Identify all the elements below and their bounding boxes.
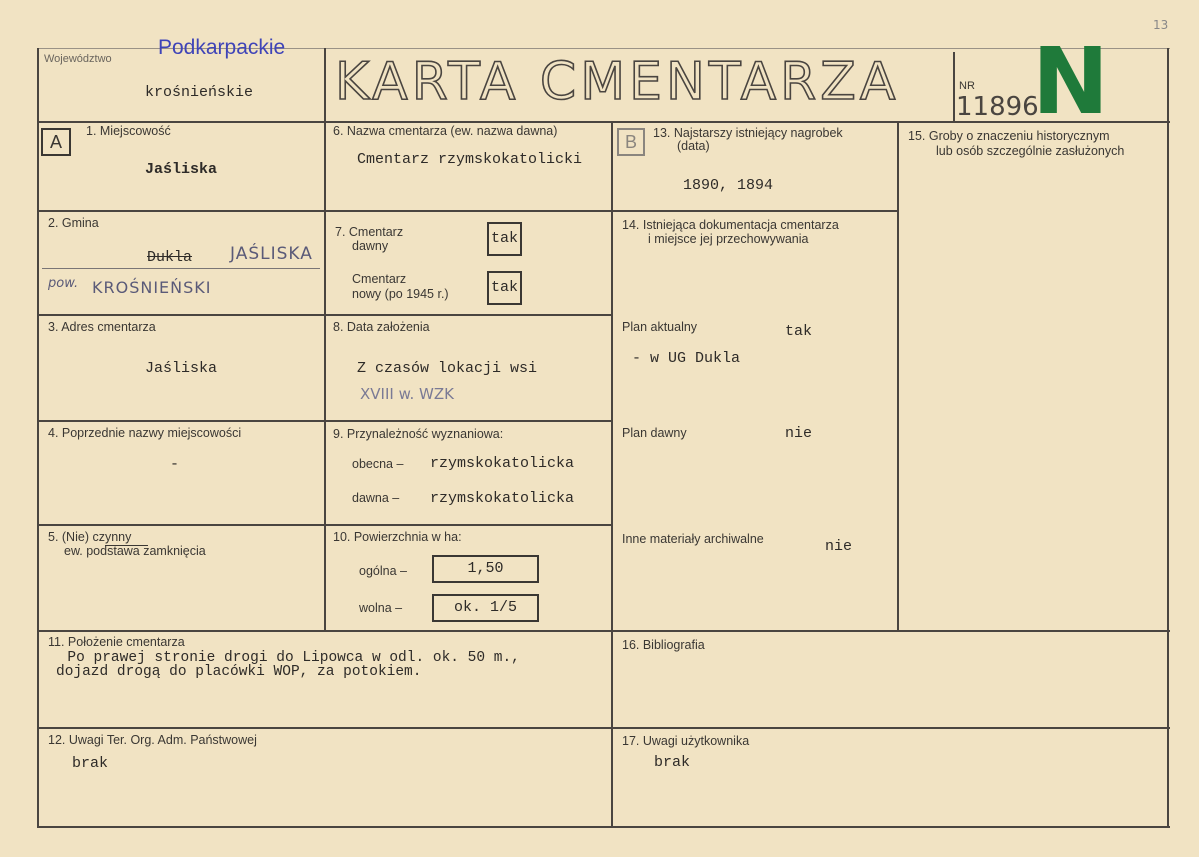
wolna-label: wolna –: [359, 601, 403, 615]
nazwa-value: Cmentarz rzymskokatolicki: [357, 151, 583, 168]
dokumentacja-label-line2: i miejsce jej przechowywania: [648, 232, 809, 246]
wojewodztwo-label: Województwo: [44, 53, 112, 65]
ogolna-value-box: 1,50: [432, 555, 539, 583]
inne-label: Inne materiały archiwalne: [622, 532, 764, 546]
nr-value: 11896: [956, 92, 1039, 122]
wolna-value-box: ok. 1/5: [432, 594, 539, 622]
plan-aktualny-place: - w UG Dukla: [632, 350, 741, 367]
powiat-handwritten: KROŚNIEŃSKI: [92, 278, 212, 297]
rule-right: [1167, 48, 1169, 828]
powiat-handwritten-prefix: pow.: [48, 276, 79, 291]
miejscowosc-value: Jaśliska: [145, 161, 218, 178]
uwagi-uzytk-value: brak: [654, 754, 691, 771]
rule-col2: [611, 121, 613, 827]
adres-label: 3. Adres cmentarza: [48, 320, 156, 334]
corner-note: 13: [1153, 18, 1169, 32]
data-label: 8. Data założenia: [333, 320, 430, 334]
czynny-label-line1: 5. (Nie) czynny: [48, 530, 132, 544]
uwagi-uzytk-label: 17. Uwagi użytkownika: [622, 734, 750, 748]
rule-col1: [324, 48, 326, 630]
plan-dawny-value: nie: [785, 425, 813, 442]
groby-label-line2: lub osób szczególnie zasłużonych: [936, 144, 1125, 158]
nr-label: NR: [959, 80, 975, 92]
poprzednie-label: 4. Poprzednie nazwy miejscowości: [48, 426, 242, 440]
rule-left: [37, 48, 39, 828]
inne-value: nie: [825, 538, 853, 555]
nowy-value-box: tak: [487, 271, 522, 305]
miejscowosc-label: 1. Miejscowość: [86, 124, 171, 138]
gmina-label: 2. Gmina: [48, 216, 99, 230]
gmina-handwritten: JAŚLISKA: [230, 244, 313, 264]
polozenie-line1: Po prawej stronie drogi do Lipowca w odl. ok. 50 m.,: [50, 650, 520, 666]
polozenie-line2: dojazd drogą do placówki WOP, za potokiem.: [56, 664, 422, 680]
nagrobek-value: 1890, 1894: [683, 177, 774, 194]
dokumentacja-label-line1: 14. Istniejąca dokumentacja cmentarza: [622, 218, 839, 232]
nowy-label-line2: nowy (po 1945 r.): [352, 287, 449, 301]
section-b-letter: B: [617, 128, 645, 156]
polozenie-label: 11. Położenie cmentarza: [48, 635, 185, 649]
rule-nr-left: [953, 52, 955, 121]
nagrobek-label-line1: 13. Najstarszy istniejący nagrobek: [653, 126, 843, 140]
rule-bottom: [38, 826, 1170, 828]
plan-aktualny-value: tak: [785, 323, 813, 340]
obecna-value: rzymskokatolicka: [430, 455, 575, 472]
groby-label-line1: 15. Groby o znaczeniu historycznym: [908, 129, 1110, 143]
bibliografia-label: 16. Bibliografia: [622, 638, 705, 652]
uwagi-ter-value: brak: [72, 755, 109, 772]
przynaleznosc-label: 9. Przynależność wyznaniowa:: [333, 427, 504, 441]
rule-col3: [897, 121, 899, 630]
data-value: Z czasów lokacji wsi: [357, 360, 538, 377]
data-handwritten: XVIII w. WZK: [360, 385, 454, 403]
uwagi-ter-label: 12. Uwagi Ter. Org. Adm. Państwowej: [48, 733, 257, 747]
plan-dawny-label: Plan dawny: [622, 426, 687, 440]
czynny-label-line2: ew. podstawa zamknięcia: [64, 544, 206, 558]
nowy-label-line1: Cmentarz: [352, 272, 407, 286]
rule-row6: [38, 727, 1170, 729]
section-a-letter: A: [41, 128, 71, 156]
nazwa-label: 6. Nazwa cmentarza (ew. nazwa dawna): [333, 124, 558, 138]
poprzednie-value: -: [170, 456, 180, 473]
powiat-value: krośnieńskie: [145, 84, 254, 101]
category-letter: N: [1032, 28, 1109, 135]
dawna-value: rzymskokatolicka: [430, 490, 575, 507]
rule-row5: [38, 630, 1170, 632]
dawny-value-box: tak: [487, 222, 522, 256]
gmina-struck-value: Dukla: [147, 249, 193, 266]
nagrobek-label-line2: (data): [677, 139, 710, 153]
rule-row1: [38, 210, 898, 212]
card-title: KARTA CMENTARZA: [335, 52, 900, 112]
adres-value: Jaśliska: [145, 360, 218, 377]
wojewodztwo-stamp: Podkarpackie: [158, 36, 286, 59]
dawny-label-line2: dawny: [352, 239, 389, 253]
gmina-underline: [42, 268, 320, 269]
dawny-label-line1: 7. Cmentarz: [335, 225, 404, 239]
plan-aktualny-label: Plan aktualny: [622, 320, 698, 334]
obecna-label: obecna –: [352, 457, 404, 471]
ogolna-label: ogólna –: [359, 564, 407, 578]
powierzchnia-label: 10. Powierzchnia w ha:: [333, 530, 462, 544]
dawna-label: dawna –: [352, 491, 400, 505]
